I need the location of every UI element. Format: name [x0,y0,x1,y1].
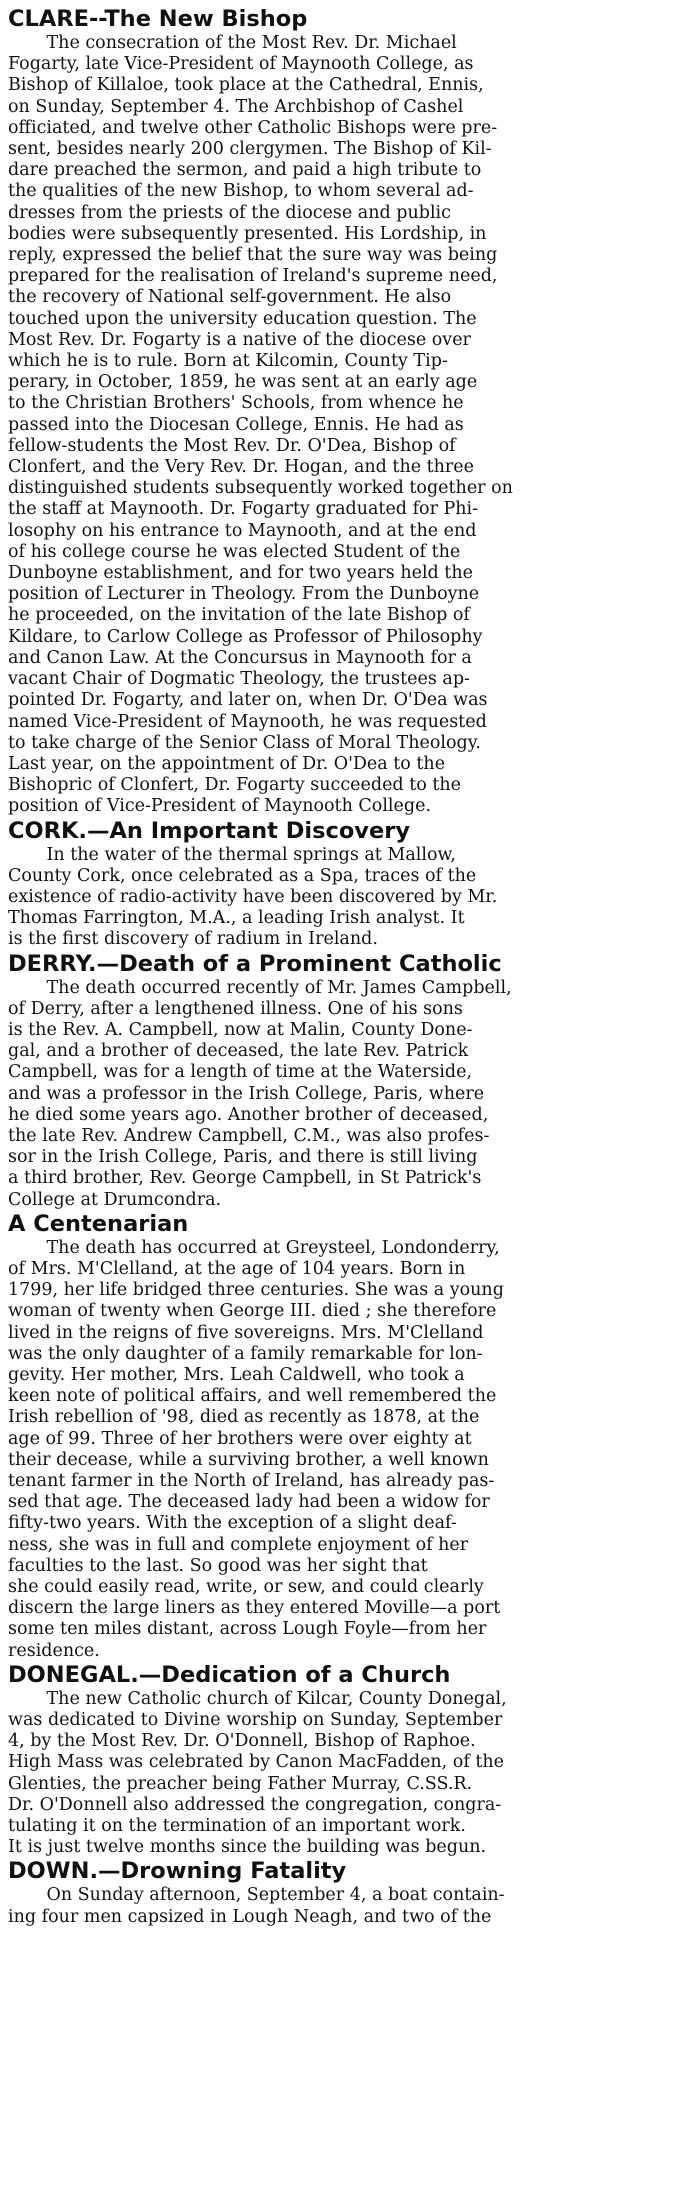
body-line: Irish rebellion of '98, died as recently as 1878, at the [8,1407,480,1428]
body-line: the qualities of the new Bishop, to whom several ad- [8,181,474,202]
body-line: On Sunday afternoon, September 4, a boat contain- [46,1885,505,1906]
article-headline: DOWN.—Drowning Fatality [8,1858,347,1885]
body-line: losophy on his entrance to Maynooth, and at the end [8,520,477,541]
body-line: Clonfert, and the Very Rev. Dr. Hogan, and the three [8,457,475,478]
body-line: discern the large liners as they entered Moville—a port [8,1598,501,1619]
body-line: was the only daughter of a family remarkable for lon- [8,1343,483,1364]
body-line: The consecration of the Most Rev. Dr. Michael [46,33,457,53]
body-line: she could easily read, write, or sew, and could clearly [8,1577,484,1598]
body-line: Fogarty, late Vice-President of Maynooth College, as [8,54,474,75]
body-line: 4, by the Most Rev. Dr. O'Donnell, Bishop of Raphoe. [8,1731,476,1752]
article-headline: CORK.—An Important Discovery [8,817,411,844]
body-line: of Derry, after a lengthened illness. One of his sons [8,998,463,1019]
body-line: and Canon Law. At the Concursus in Maynooth for a [8,647,472,668]
body-line: officiated, and twelve other Catholic Bishops were pre- [8,117,498,138]
body-line: of his college course he was elected Student of the [8,541,461,562]
body-line: County Cork, once celebrated as a Spa, traces of the [8,865,477,886]
body-line: dresses from the priests of the diocese and public [8,202,451,223]
body-line: Most Rev. Dr. Fogarty is a native of the diocese over [8,329,471,350]
body-line: The death occurred recently of Mr. James Campbell, [46,977,512,998]
body-line: High Mass was celebrated by Canon MacFadden, of the [8,1752,505,1773]
article-body [8,1885,676,1927]
body-line: In the water of the thermal springs at Mallow, [46,844,456,865]
body-line: he proceeded, on the invitation of the late Bishop of [8,605,470,626]
body-line: to take charge of the Senior Class of Moral Theology. [8,732,481,753]
body-line: perary, in October, 1859, he was sent at an early age [8,372,478,393]
body-line: their decease, while a surviving brother, a well known [8,1449,489,1470]
article-headline: DERRY.—Death of a Prominent Catholic [8,950,502,977]
body-line: Bishop of Killaloe, took place at the Cathedral, Ennis, [8,75,484,96]
body-line: passed into the Diocesan College, Ennis. He had as [8,414,464,435]
body-line: tulating it on the termination of an important work. [8,1816,466,1837]
body-line: of Mrs. M'Clelland, at the age of 104 years. Born in [8,1258,466,1279]
body-line: Thomas Farrington, M.A., a leading Irish analyst. It [8,908,465,929]
body-line: Bishopric of Clonfert, Dr. Fogarty succeeded to the [8,775,461,796]
body-line: is the Rev. A. Campbell, now at Malin, County Done- [8,1019,473,1040]
body-line: on Sunday, September 4. The Archbishop of Cashel [8,96,464,117]
body-line: ing four men capsized in Lough Neagh, and two of the [8,1906,492,1927]
body-line: bodies were subsequently presented. His Lordship, in [8,223,487,244]
article-body [8,978,676,1211]
body-line: position of Lecturer in Theology. From the Dunboyne [8,584,480,605]
body-line: It is just twelve months since the building was begun. [8,1837,487,1858]
body-line: is the first discovery of radium in Ireland. [8,929,378,950]
body-line: Glenties, the preacher being Father Murray, C.SS.R. [8,1773,473,1794]
body-line: The new Catholic church of Kilcar, County Donegal, [46,1688,507,1709]
body-line: sor in the Irish College, Paris, and there is still living [8,1147,478,1168]
body-line: named Vice-President of Maynooth, he was requested [8,711,487,732]
body-line: gevity. Her mother, Mrs. Leah Caldwell, who took a [8,1364,465,1385]
body-line: keen note of political affairs, and well remembered the [8,1386,497,1407]
article-headline: A Centenarian [8,1210,189,1237]
body-line: age of 99. Three of her brothers were over eighty at [8,1428,472,1449]
body-line: ness, she was in full and complete enjoyment of her [8,1534,469,1555]
body-line: The death has occurred at Greysteel, Londonderry, [46,1237,500,1258]
body-line: and was a professor in the Irish College, Paris, where [8,1083,485,1104]
article [8,951,676,1211]
body-line: the recovery of National self-government. He also [8,287,452,308]
body-line: residence. [8,1640,100,1661]
body-line: reply, expressed the belief that the sure way was being [8,245,498,266]
body-line: College at Drumcondra. [8,1189,222,1210]
article [8,6,676,818]
body-line: Campbell, was for a length of time at the Waterside, [8,1062,473,1083]
body-line: to the Christian Brothers' Schools, from whence he [8,393,464,414]
body-line: some ten miles distant, across Lough Foyle—from her [8,1619,487,1640]
body-line: Kildare, to Carlow College as Professor of Philosophy [8,626,483,647]
body-line: faculties to the last. So good was her sight that [8,1555,428,1576]
article-headline: DONEGAL.—Dedication of a Church [8,1661,451,1688]
article [8,1662,676,1859]
article-body [8,1238,676,1662]
body-line: prepared for the realisation of Ireland's supreme need, [8,266,498,287]
body-line: fifty-two years. With the exception of a slight deaf- [8,1513,457,1534]
body-line: Dr. O'Donnell also addressed the congregation, congra- [8,1794,502,1815]
article [8,1211,676,1662]
body-line: existence of radio-activity have been discovered by Mr. [8,886,498,907]
article [8,1858,676,1927]
body-line: Dunboyne establishment, and for two years held the [8,563,473,584]
body-line: which he is to rule. Born at Kilcomin, County Tip- [8,351,448,372]
body-line: Last year, on the appointment of Dr. O'Dea to the [8,753,446,774]
body-line: he died some years ago. Another brother of deceased, [8,1104,489,1125]
body-line: fellow-students the Most Rev. Dr. O'Dea, Bishop of [8,435,456,456]
body-line: the late Rev. Andrew Campbell, C.M., was also profes- [8,1125,490,1146]
body-line: dare preached the sermon, and paid a high tribute to [8,160,482,181]
body-line: touched upon the university education question. The [8,308,477,329]
article-body [8,845,676,951]
article-body [8,1689,676,1859]
body-line: vacant Chair of Dogmatic Theology, the trustees ap- [8,669,470,690]
article-headline: CLARE--The New Bishop [8,6,308,32]
body-line: 1799, her life bridged three centuries. She was a young [8,1280,504,1301]
body-line: distinguished students subsequently worked together on [8,478,513,499]
body-line: sed that age. The deceased lady had been a widow for [8,1492,490,1513]
body-line: sent, besides nearly 200 clergymen. The Bishop of Kil- [8,139,492,160]
article-body [8,33,676,818]
body-line: pointed Dr. Fogarty, and later on, when Dr. O'Dea was [8,690,488,711]
body-line: a third brother, Rev. George Campbell, in St Patrick's [8,1168,482,1189]
body-line: position of Vice-President of Maynooth College. [8,796,432,817]
body-line: tenant farmer in the North of Ireland, has already pas- [8,1471,495,1491]
body-line: the staff at Maynooth. Dr. Fogarty graduated for Phi- [8,499,479,520]
body-line: was dedicated to Divine worship on Sunday, September [8,1710,503,1731]
body-line: lived in the reigns of five sovereigns. Mrs. M'Clelland [8,1322,484,1343]
body-line: woman of twenty when George III. died ; she therefore [8,1301,497,1322]
body-line: gal, and a brother of deceased, the late Rev. Patrick [8,1041,469,1062]
article [8,818,676,951]
